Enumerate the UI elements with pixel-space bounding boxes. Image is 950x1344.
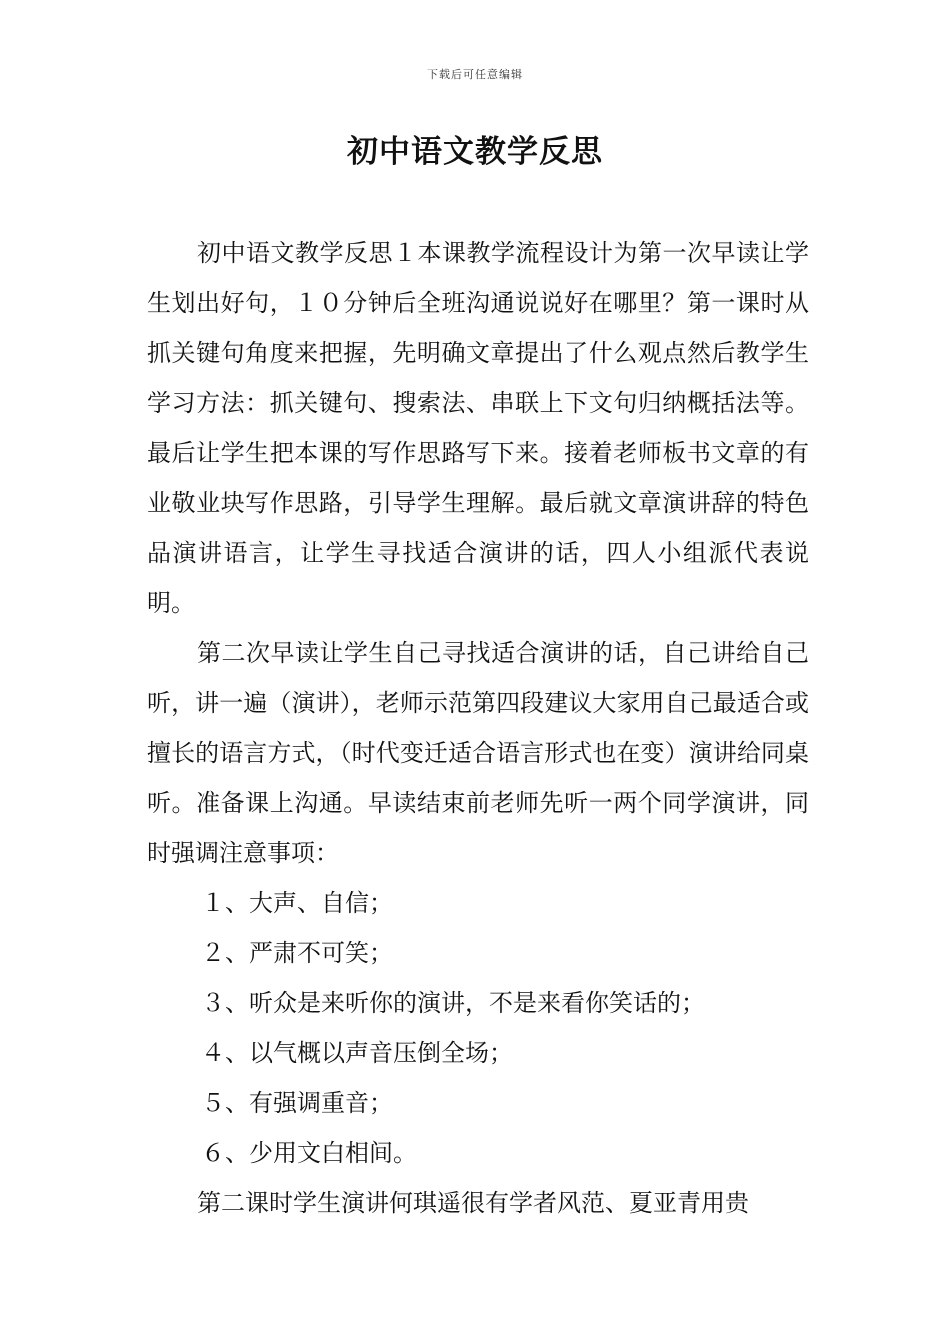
list-item: １、大声、自信； <box>201 889 393 917</box>
list-item: ２、严肃不可笑； <box>201 939 393 967</box>
paragraph-1: 初中语文教学反思１本课教学流程设计为第一次早读让学生划出好句，１０分钟后全班沟通说说好在哪里？第一课时从抓关键句角度来把握，先明确文章提出了什么观点然后教学生学习方法：抓关键句、搜索法、串联上下文句归纳概括法等。最后让学生把本课的写作思路写下来。接着老师板书文章的有业敬业块写作思路，引导学生理解。最后就文章演讲辞的特色品演讲语言，让学生寻找适合演讲的话，四人小组派代表说明。 <box>147 239 809 617</box>
document-title: 初中语文教学反思 <box>347 134 603 170</box>
list-item: ５、有强调重音； <box>201 1089 393 1117</box>
list-item: ６、少用文白相间。 <box>201 1139 417 1167</box>
list-item: ３、听众是来听你的演讲，不是来看你笑话的； <box>201 989 705 1017</box>
paragraph-3: 第二课时学生演讲何琪遥很有学者风范、夏亚青用贵 <box>197 1189 749 1217</box>
paragraph-2: 第二次早读让学生自己寻找适合演讲的话，自己讲给自己听，讲一遍（演讲），老师示范第四段建议大家用自己最适合或擅长的语言方式，（时代变迁适合语言形式也在变）演讲给同桌听。准备课上沟通。早读结束前老师先听一两个同学演讲，同时强调注意事项： <box>147 639 809 867</box>
document-body <box>147 228 809 1228</box>
list-item: ４、以气概以声音压倒全场； <box>201 1039 513 1067</box>
page-header-note: 下载后可任意编辑 <box>427 68 523 81</box>
